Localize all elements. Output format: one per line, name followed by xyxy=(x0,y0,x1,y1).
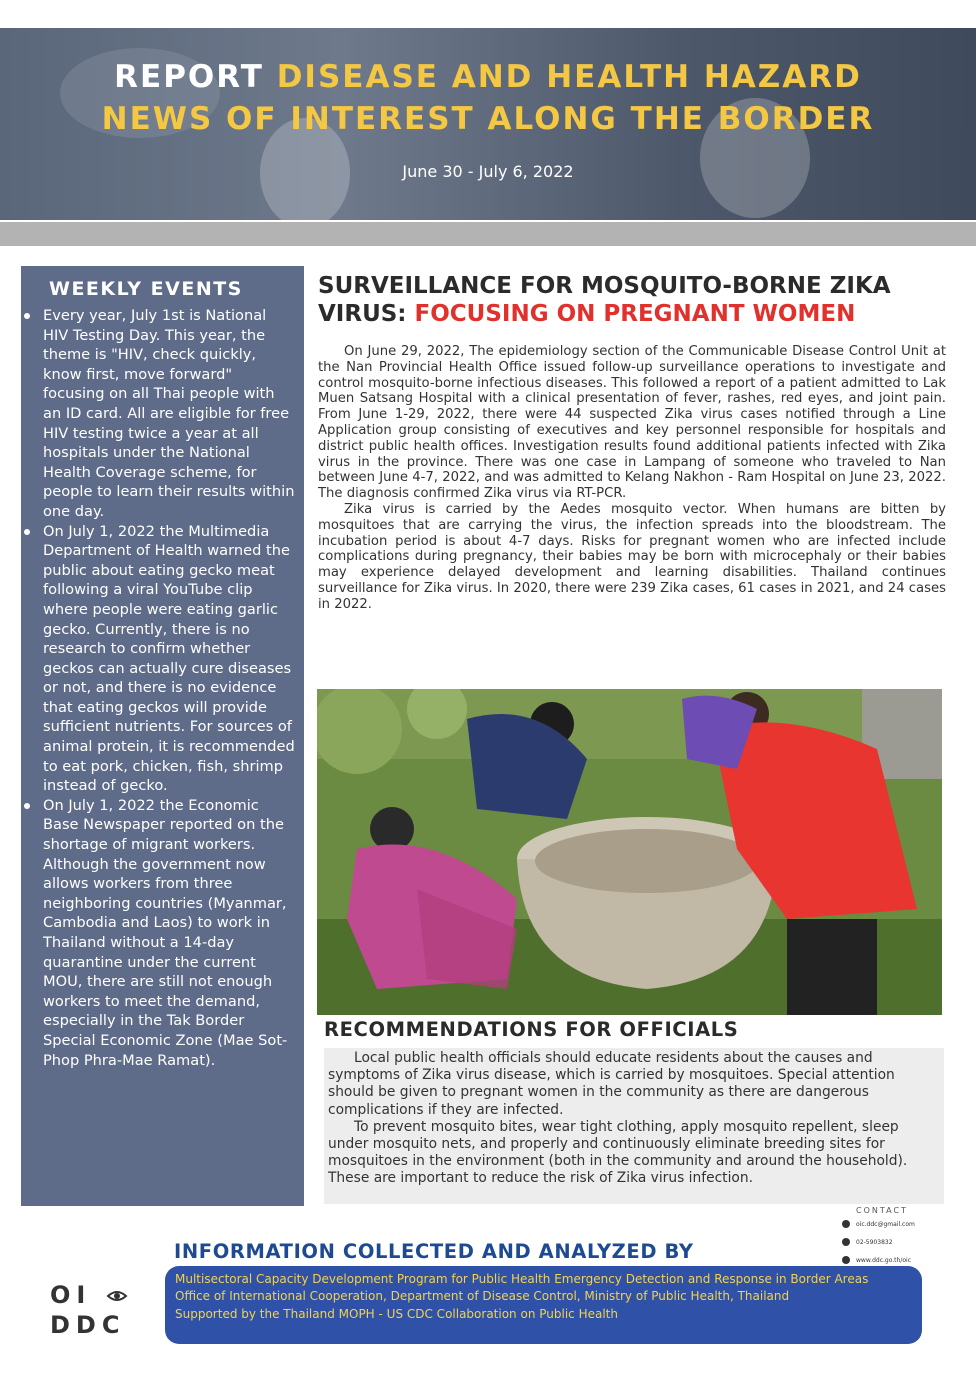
info-collected-heading: INFORMATION COLLECTED AND ANALYZED BY xyxy=(174,1240,694,1263)
eye-icon xyxy=(106,1287,128,1305)
globe-icon xyxy=(842,1256,850,1264)
field-survey-photo xyxy=(317,689,942,1015)
logo-line-oi: OI xyxy=(50,1280,140,1310)
contact-phone-row[interactable] xyxy=(842,1233,952,1251)
weekly-event-item: Every year, July 1st is National HIV Testing Day. This year, the theme is "HIV, check quickly, know first, move forward" focusing on all Thai people with an ID card. All are eligible for free HIV testing twice a year at all hospitals under the National Health Coverage scheme, for people to learn their results within one day. xyxy=(21,306,304,522)
phone-icon xyxy=(842,1238,850,1246)
report-title-line2: NEWS OF INTEREST ALONG THE BORDER xyxy=(101,101,875,137)
organization-line: Supported by the Thailand MOPH - US CDC Collaboration on Public Health xyxy=(175,1306,618,1321)
weekly-events-list xyxy=(21,306,304,1070)
recommendation-paragraph: To prevent mosquito bites, wear tight clothing, apply mosquito repellent, sleep under mosquito nets, and properly and continuously eliminate breeding sites for mosquitoes in the environment (both in the community and around the household). These are important to reduce the risk of Zika virus infection. xyxy=(328,1118,908,1187)
contact-website[interactable]: www.ddc.go.th/oic xyxy=(856,1256,911,1264)
contact-label: CONTACT xyxy=(856,1206,908,1215)
article-title: SURVEILLANCE FOR MOSQUITO-BORNE ZIKA VIRUS: FOCUSING ON PREGNANT WOMEN xyxy=(318,273,891,327)
header-banner xyxy=(0,28,976,220)
recommendation-paragraph: Local public health officials should educate residents about the causes and symptoms of Zika virus disease, which is carried by mosquitoes. Special attention should be given to pregnant women in the community as there are dangerous complications if they are infected. xyxy=(328,1050,895,1118)
organization-info-box xyxy=(165,1266,922,1344)
contact-phone[interactable]: 02-5903832 xyxy=(856,1238,893,1246)
weekly-event-item: On July 1, 2022 the Multimedia Department of Health warned the public about eating gecko meat following a viral YouTube clip where people were eating garlic gecko. Currently, there is no research to confirm whether geckos can actually cure diseases or not, and there is no evidence that eating geckos will provide sufficient nutrients. For sources of animal protein, it is recommended to eat pork, chicken, fish, shrimp instead of gecko. xyxy=(21,522,304,796)
organization-line: Office of International Cooperation, Department of Disease Control, Ministry of Public Health, Thailand xyxy=(175,1289,790,1304)
article-body xyxy=(318,344,946,613)
logo-line-ddc: DDC xyxy=(50,1311,126,1339)
contact-email-row[interactable] xyxy=(842,1215,952,1233)
weekly-event-item: On July 1, 2022 the Economic Base Newspaper reported on the shortage of migrant workers. Although the government now allows workers from three neighboring countries (Myanmar, Cambodia and Laos) to work in Thailand without a 14-day quarantine under the current MOU, there are still not enough workers to meet the demand, especially in the Tak Border Special Economic Zone (Mae Sot-Phop Phra-Mae Ramat). xyxy=(21,796,304,1070)
contact-block xyxy=(842,1206,952,1269)
article-paragraph: Zika virus is carried by the Aedes mosquito vector. When humans are bitten by mosquitoes that are carrying the virus, the infection spreads into the bloodstream. The incubation period is about 4-7 days. Risks for pregnant women who are infected include complications during pregnancy, their babies may be born with microcephaly or their babies may experience delayed development and learning disabilities. Thailand continues surveillance for Zika virus. In 2020, there were 239 Zika cases, 61 cases in 2021, and 24 cases in 2022. xyxy=(318,501,946,612)
header-divider xyxy=(0,222,976,246)
article-paragraph: On June 29, 2022, The epidemiology section of the Communicable Disease Control Unit at the Nan Provincial Health Office issued follow-up surveillance operations to investigate and control mosquito-borne infectious diseases. This followed a report of a patient admitted to Lak Muen Satsang Hospital with a clinical presentation of fever, rashes, red eyes, and joint pain. From June 1-29, 2022, there were 44 suspected Zika virus cases notified through a Line Application group consisting of executives and key personnel responsible for hospitals and district public health offices. Investigation results found additional patients infected with Zika virus in the province. There was one case in Lampang of someone who traveled to Nan between June 4-7, 2022, and was admitted to Kelang Nakhon - Ram Hospital on June 23, 2022. The diagnosis confirmed Zika virus via RT-PCR. xyxy=(318,344,946,502)
recommendations-box xyxy=(324,1048,944,1204)
field-survey-photo-illustration xyxy=(317,689,942,1015)
report-date-range: June 30 - July 6, 2022 xyxy=(402,162,574,181)
email-icon xyxy=(842,1220,850,1228)
recommendations-heading: RECOMMENDATIONS FOR OFFICIALS xyxy=(324,1018,739,1041)
organization-line: Multisectoral Capacity Development Program for Public Health Emergency Detection and Response in Border Areas xyxy=(175,1272,869,1286)
oi-ddc-logo xyxy=(50,1280,140,1340)
contact-email[interactable]: oic.ddc@gmail.com xyxy=(856,1220,915,1228)
report-title-line1: REPORT DISEASE AND HEALTH HAZARD xyxy=(114,59,862,95)
weekly-events-heading: WEEKLY EVENTS xyxy=(49,278,243,300)
weekly-events-sidebar xyxy=(21,266,304,1206)
